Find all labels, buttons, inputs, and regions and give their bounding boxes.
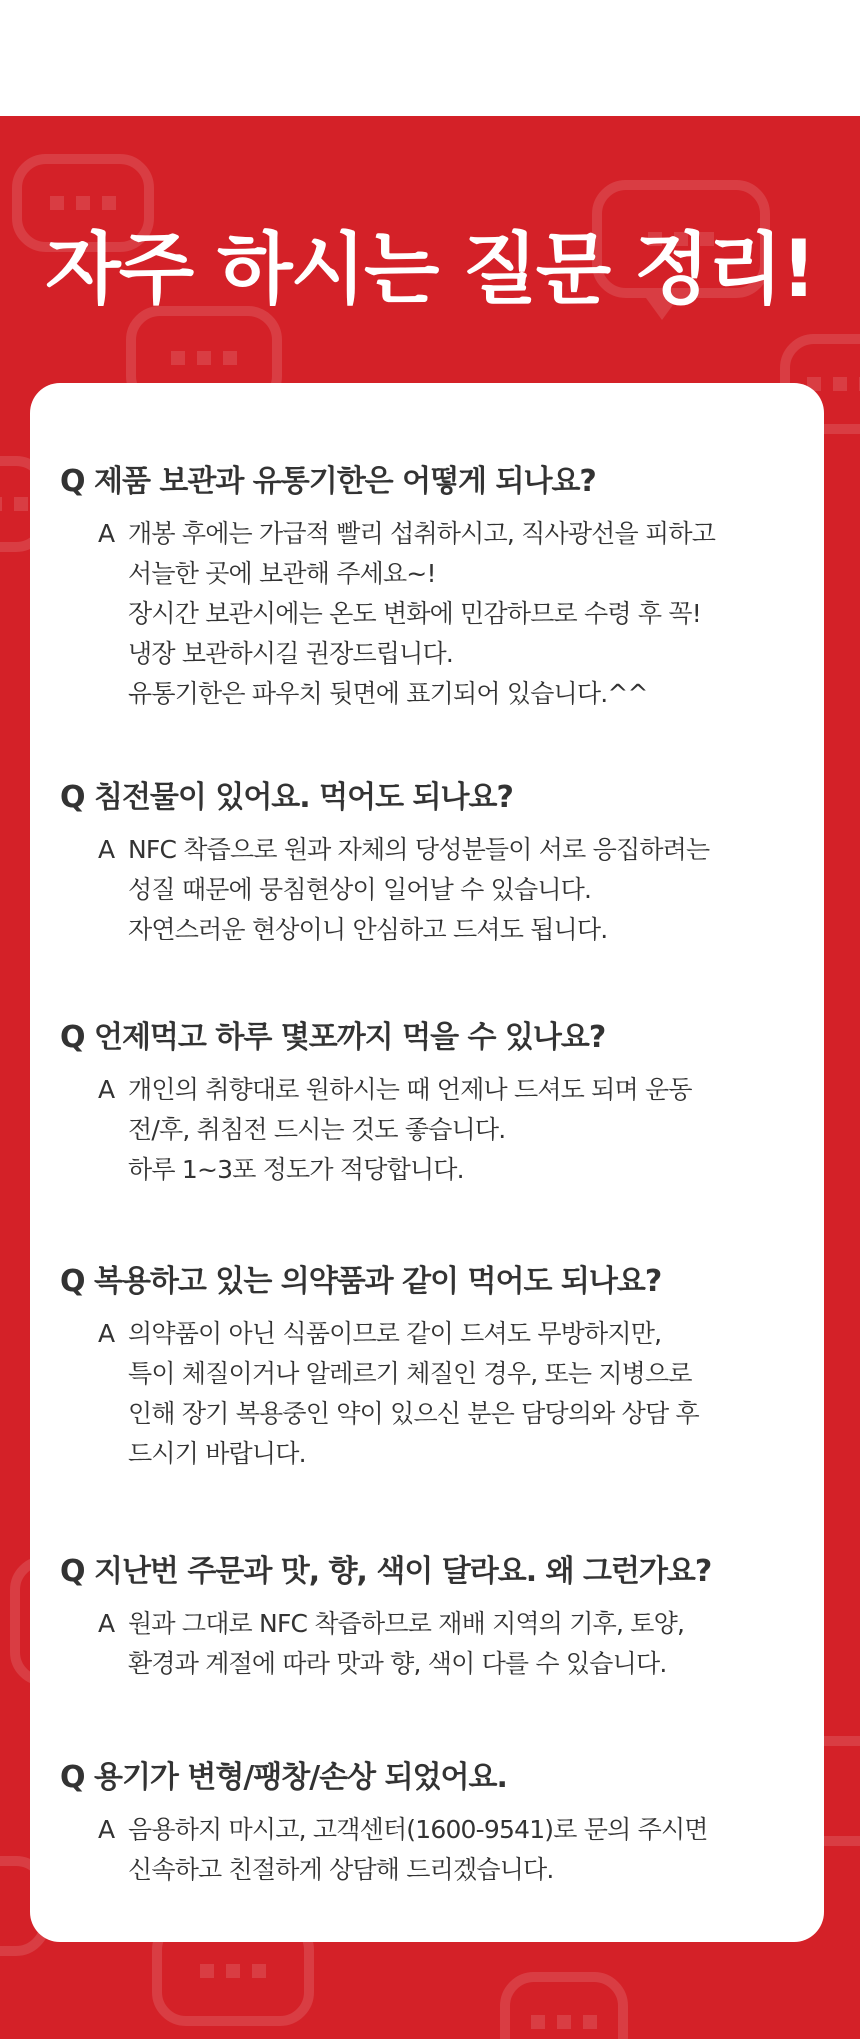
answer-line: 성질 때문에 뭉침현상이 일어날 수 있습니다. [128,875,592,904]
faq-answer [98,514,800,714]
faq-question: 제품 보관과 유통기한은 어떻게 되나요? [93,464,596,499]
a-mark: A [98,1815,115,1844]
a-mark: A [98,519,115,548]
faq-item [60,778,800,950]
faq-answer [98,1070,800,1190]
answer-line: 드시기 바랍니다. [128,1439,306,1468]
answer-line: 전/후, 취침전 드시는 것도 좋습니다. [128,1115,506,1144]
faq-answer [98,1314,800,1474]
answer-line: 개봉 후에는 가급적 빨리 섭취하시고, 직사광선을 피하고 [128,519,716,548]
faq-answer [98,1604,800,1684]
answer-line: 원과 그대로 NFC 착즙하므로 재배 지역의 기후, 토양, [128,1609,685,1638]
answer-line: 신속하고 친절하게 상담해 드리겠습니다. [128,1855,554,1884]
q-mark: Q [60,1264,85,1299]
answer-line: 음용하지 마시고, 고객센터(1600-9541)로 문의 주시면 [128,1815,708,1844]
faq-question: 지난번 주문과 맛, 향, 색이 달라요. 왜 그런가요? [93,1554,712,1589]
faq-answer [98,830,800,950]
faq-item [60,1262,800,1474]
faq-item [60,1552,800,1684]
answer-line: 자연스러운 현상이니 안심하고 드셔도 됩니다. [128,915,608,944]
faq-answer [98,1810,800,1890]
answer-line: 유통기한은 파우치 뒷면에 표기되어 있습니다.^^ [128,679,648,708]
speech-bubble-icon [500,1972,628,2039]
a-mark: A [98,835,115,864]
answer-line: 의약품이 아닌 식품이므로 같이 드셔도 무방하지만, [128,1319,662,1348]
faq-item [60,1018,800,1190]
faq-item [60,1758,800,1890]
q-mark: Q [60,464,85,499]
q-mark: Q [60,1020,85,1055]
a-mark: A [98,1075,115,1104]
faq-item [60,462,800,714]
faq-question: 용기가 변형/팽창/손상 되었어요. [93,1760,507,1795]
q-mark: Q [60,1554,85,1589]
answer-line: 인해 장기 복용중인 약이 있으신 분은 담당의와 상담 후 [128,1399,699,1428]
page-title: 자주 하시는 질문 정리! [45,225,815,315]
a-mark: A [98,1609,115,1638]
q-mark: Q [60,780,85,815]
answer-line: 특이 체질이거나 알레르기 체질인 경우, 또는 지병으로 [128,1359,692,1388]
a-mark: A [98,1319,115,1348]
answer-line: 냉장 보관하시길 권장드립니다. [128,639,453,668]
answer-line: 장시간 보관시에는 온도 변화에 민감하므로 수령 후 꼭! [128,599,701,628]
q-mark: Q [60,1760,85,1795]
answer-line: 하루 1~3포 정도가 적당합니다. [128,1155,464,1184]
answer-line: NFC 착즙으로 원과 자체의 당성분들이 서로 응집하려는 [128,835,710,864]
faq-question: 복용하고 있는 의약품과 같이 먹어도 되나요? [93,1264,662,1299]
faq-question: 언제먹고 하루 몇포까지 먹을 수 있나요? [93,1020,606,1055]
answer-line: 개인의 취향대로 원하시는 때 언제나 드셔도 되며 운동 [128,1075,692,1104]
answer-line: 환경과 계절에 따라 맛과 향, 색이 다를 수 있습니다. [128,1649,667,1678]
faq-question: 침전물이 있어요. 먹어도 되나요? [93,780,513,815]
answer-line: 서늘한 곳에 보관해 주세요~! [128,559,436,588]
